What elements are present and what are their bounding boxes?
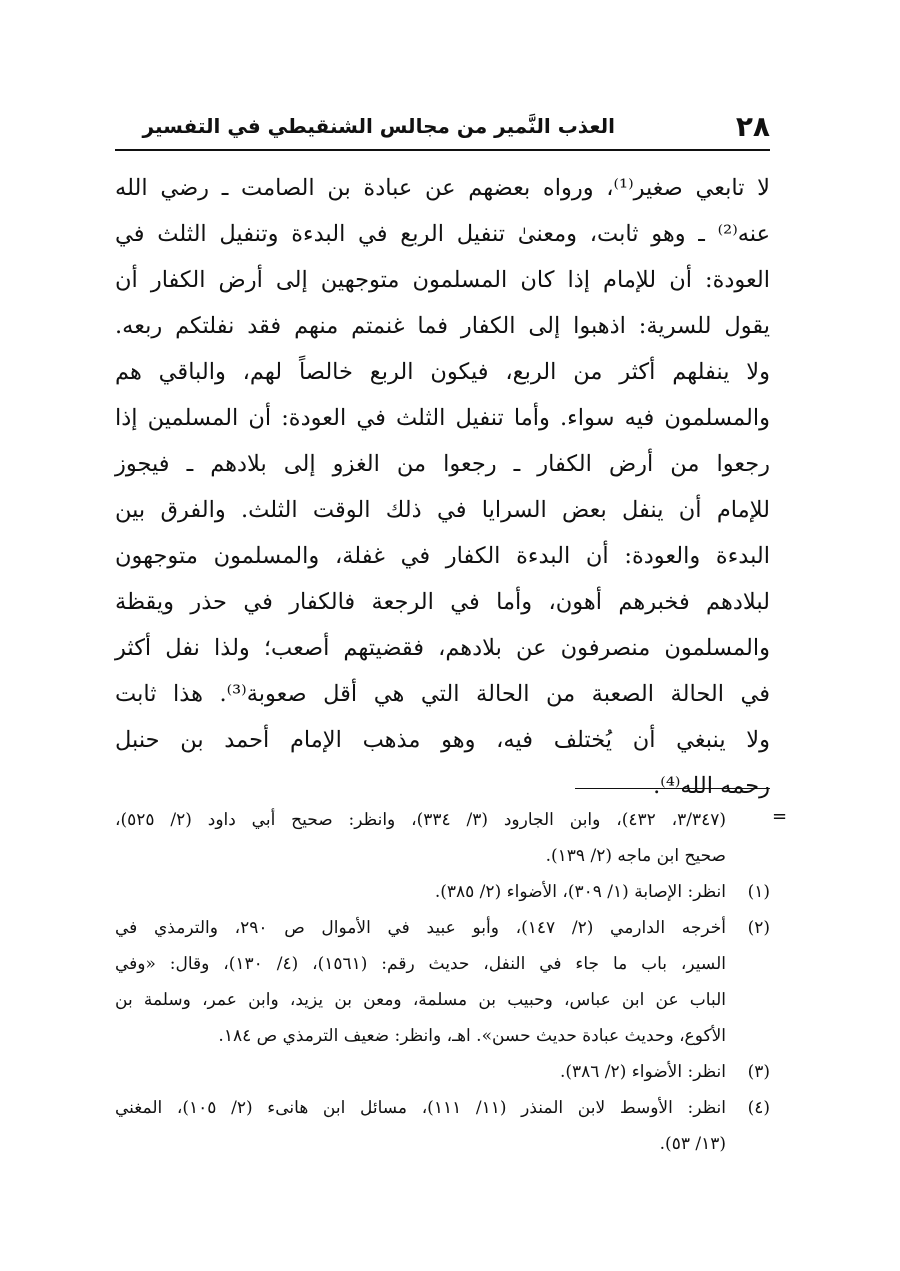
footnote-marker: (٣) — [747, 1062, 770, 1082]
footnote-line — [115, 910, 770, 946]
footnote-text: الباب عن ابن عباس، وحبيب بن مسلمة، ومعن بن يزيد، وابن عمر، وسلمة بن — [115, 990, 726, 1010]
text-line: ولا ينبغي أن يُختلف فيه، وهو مذهب الإمام أحمد بن حنبل — [115, 727, 770, 753]
text-line: العودة: أن للإمام إذا كان المسلمون متوجهين إلى أرض الكفار أن — [115, 267, 770, 293]
footnote-marker: (٢) — [747, 918, 770, 938]
footnote-marker: (١) — [747, 882, 770, 902]
text-line: لا تابعي صغير⁽¹⁾، ورواه بعضهم عن عبادة بن الصامت ـ رضي الله — [115, 175, 770, 201]
footnote-line — [115, 1054, 770, 1090]
footnote-text: (٣/٣٤٧، ٤٣٢)، وابن الجارود (٣/ ٣٣٤)، وانظر: صحيح أبي داود (٢/ ٥٢٥)، — [115, 810, 726, 830]
footnote-text: انظر: الإصابة (١/ ٣٠٩)، الأضواء (٢/ ٣٨٥). — [434, 882, 726, 902]
running-header — [115, 110, 770, 150]
footnote-text: السير، باب ما جاء في النفل، حديث رقم: (١٥٦١)، (٤/ ١٣٠)، وقال: «وفي — [115, 954, 726, 974]
main-text — [115, 165, 770, 809]
text-line: للإمام أن ينفل بعض السرايا في ذلك الوقت الثلث. والفرق بين — [115, 497, 770, 523]
footnote-line — [115, 1018, 770, 1054]
text-line: رحمه الله⁽⁴⁾. — [653, 773, 770, 799]
footnote-line — [115, 1126, 770, 1162]
header-rule — [115, 149, 770, 151]
footnote-line — [115, 982, 770, 1018]
footnote-text: انظر: الأضواء (٢/ ٣٨٦). — [559, 1062, 726, 1082]
text-line: البدءة والعودة: أن البدءة الكفار في غفلة، والمسلمون متوجهون — [115, 543, 770, 569]
footnote-separator — [575, 788, 770, 789]
text-line: في الحالة الصعبة من الحالة التي هي أقل صعوبة⁽³⁾. هذا ثابت — [115, 681, 770, 707]
footnote-text: أخرجه الدارمي (٢/ ١٤٧)، وأبو عبيد في الأموال ص ٢٩٠، والترمذي في — [115, 918, 726, 938]
text-line: لبلادهم فخبرهم أهون، وأما في الرجعة فالكفار في حذر ويقظة — [115, 589, 770, 615]
header-title: العذب النَّمير من مجالس الشنقيطي في التفسير — [142, 114, 615, 138]
footnote-line — [115, 838, 770, 874]
text-line: والمسلمون منصرفون عن بلادهم، فقضيتهم أصعب؛ ولذا نفل أكثر — [115, 635, 770, 661]
continuation-mark: = — [772, 806, 788, 827]
footnote-line — [115, 874, 770, 910]
footnote-text: الأكوع، وحديث عبادة حديث حسن». اهـ، وانظر: ضعيف الترمذي ص ١٨٤. — [218, 1026, 726, 1046]
footnote-text: (١٣/ ٥٣). — [659, 1134, 726, 1154]
text-line: ولا ينفلهم أكثر من الربع، فيكون الربع خالصاً لهم، والباقي هم — [115, 359, 770, 385]
footnote-marker: (٤) — [747, 1098, 770, 1118]
footnote-text: انظر: الأوسط لابن المنذر (١١/ ١١١)، مسائل ابن هانىء (٢/ ١٠٥)، المغني — [115, 1098, 726, 1118]
text-line: والمسلمون فيه سواء. وأما تنفيل الثلث في العودة: أن المسلمين إذا — [115, 405, 770, 431]
footnote-line — [115, 1090, 770, 1126]
text-line: عنه⁽²⁾ ـ وهو ثابت، ومعنىٰ تنفيل الربع في البدءة وتنفيل الثلث في — [115, 221, 770, 247]
footnote-line — [115, 946, 770, 982]
text-line: رجعوا من أرض الكفار ـ رجعوا من الغزو إلى بلادهم ـ فيجوز — [115, 451, 770, 477]
footnote-line — [115, 802, 770, 838]
footnotes — [115, 802, 770, 1162]
footnote-text: صحيح ابن ماجه (٢/ ١٣٩). — [545, 846, 726, 866]
text-line: يقول للسرية: اذهبوا إلى الكفار فما غنمتم منهم فقد نفلتكم ربعه. — [115, 313, 770, 339]
page-number: ٢٨ — [735, 110, 770, 143]
